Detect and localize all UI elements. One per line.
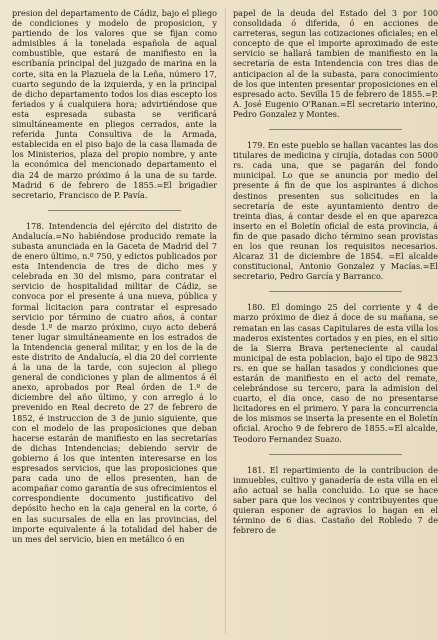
section-divider (269, 129, 402, 130)
right-column (225, 8, 438, 634)
text-columns (12, 8, 438, 634)
left-column-top-block: presion del departamento de Cádiz, bajo el pliego de condiciones y modelo de proposicion, y partiendo de los valores que se fijan como admisibles á la tonelada española de aqual combustible, que estará de manifiesto en la escribanía principal del juzgado de marina en la corte, sita en la Plazuela de la Leña, número 17, cuarto segundo de la izquierda, y en la principal de dicho departamento todos los dias escepto los feriados y á cualquiera hora; advirtiéndose que esta espresada subasta se verificará simultáneamente en pliegos cerrados, ante la referida Junta Consultiva de la Armada, establecida en el piso bajo de la casa llamada de los Ministerios, plaza del propio nombre, y ante la económica del mencionado departamento el dia 24 de marzo próximo á la una de su tarde. Madrid 6 de febrero de 1855.=El brigadier secretario, Francisco de P. Pavía. (12, 8, 217, 200)
notice-179: 179. En este pueblo se hallan vacantes las dos titulares de medicina y cirujía, dotadas con 5000 rs. cada una, que se pagarán del fondo municipal. Lo que se anuncia por medio del presente á fin de que los aspirantes á dichos destinos presenten sus solicitudes en la secretaría de este ayuntamiento dentro de treinta dias, á contar desde el en que aparezca inserto en el Boletín oficial de esta provincia, á fin de que pasado dicho término sean provistas en los que reunan los requisitos necesarios. Alcaraz 31 de diciembre de 1854. =El alcalde constitucional, Antonio Gonzalez y Macías.=El secretario, Pedro García y Barranco. (233, 140, 438, 282)
notice-178: 178. Intendencia del ejército del distrito de Andalucía.=No habiéndose producido remate la subasta anunciada en la Gaceta de Madrid del 7 de enero último, n.º 750, y edictos publicados por esta Intendencia de tres de dicho mes y celebrada en 30 del mismo, para contratar el servicio de hospitalidad militar de Cádiz, se convoca por el presente á una nueva, pública y formal licitacion para contratar el espresado servicio por término de cuatro años, á contar desde 1.º de marzo próximo, cuyo acto deberá tener lugar simultáneamente en los estrados de la Intendencia general militar, y en los de la de este distrito de Andalucía, el dia 20 del corriente á la una de la tarde, con sujecion al pliego general de condiciones y plan de alimentos á él anexo, aprobados por Real órden de 1.º de diciembre del año último, y con arreglo á lo prevenido en Real decreto de 27 de febrero de 1852, é instruccion de 3 de junio siguiente, que con el modelo de las proposiciones que deban hacerse estarán de manifiesto en las secretarías de dichas Intendencias; debiendo servir de gobierno á los que intenten interesarse en los espresados servicios, que las proposiciones que para cada uno de ellos presenten, han de acompañar como garantía de sus ofrecimientos el correspondiente documento justificativo del depósito hecho en la caja general en la corte, ó en las sucursales de ella en las provincias, del importe equivalente á la totalidad del haber de un mes del servicio, bien en metálico ó en (12, 220, 217, 544)
section-divider (48, 210, 181, 211)
notice-180: 180. El domingo 25 del corriente y 4 de marzo próximo de diez á doce de su mañana, se rematan en las casas Capitulares de esta villa los maderos existentes cortados y en pies, en el sitio de la Sierra Brava perteneciente al caudal municipal de esta poblacion, bajo el tipo de 9823 rs. en que se hallan tasados y condiciones que estarán de manifiesto en el acto del remate, celebrándose su tercero, para la admision del cuarto, el dia once, caso de no presentarse licitadores en el primero. Y para la concurrencia de los mismos se inserta la presente en el Boletín oficial. Arocho 9 de febrero de 1855.=El alcalde, Teodoro Fernandez Suazo. (233, 302, 438, 444)
left-column (12, 8, 217, 634)
section-divider (269, 291, 402, 292)
section-divider (269, 454, 402, 455)
right-column-top-block: papel de la deuda del Estado del 3 por 100 consolidada ó diferida, ó en acciones de carreteras, segun las cotizaciones oficiales; en el concepto de que el importe aproximado de este servicio se hallará tambien de manifiesto en la secretaría de esta Intendencia con tres dias de anticipacion al de la subasta, para conocimiento de los que intenten presentar proposiciones en el espresado acto. Sevilla 15 de febrero de 1855.=P. A. José Eugenio O'Ranan.=El secretario interino, Pedro Gonzalez y Montes. (233, 8, 438, 119)
notice-181: 181. El repartimiento de la contribucion de inmuebles, cultivo y ganadería de esta villa en el año actual se halla concluido. Lo que se hace saber para que los vecinos y contribuyentes que quieran esponer de agravios lo hagan en el término de 6 dias. Castaño del Robledo 7 de febrero de (233, 464, 438, 536)
